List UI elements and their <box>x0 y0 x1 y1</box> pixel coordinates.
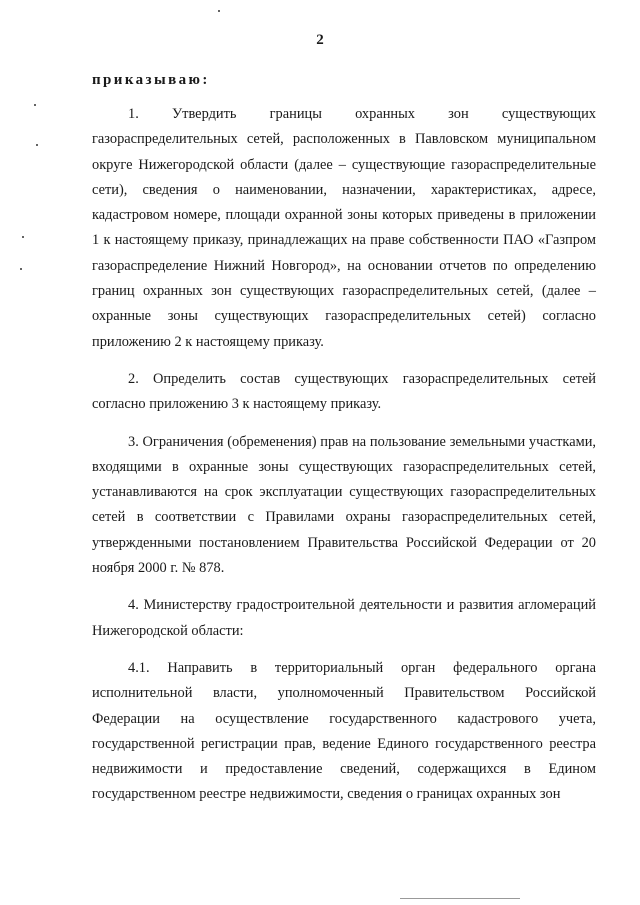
scan-speck <box>218 10 220 12</box>
scan-line <box>400 898 520 899</box>
scan-speck <box>22 236 24 238</box>
order-heading: приказываю: <box>92 72 210 88</box>
scan-speck <box>36 144 38 146</box>
page-number: 2 <box>316 32 324 48</box>
paragraph-2: 2. Определить состав существующих газораспределительных сетей согласно приложению 3 к настоящему приказу. <box>92 370 596 413</box>
paragraph-1: 1. Утвердить границы охранных зон существующих газораспределительных сетей, расположенных в Павловском муниципальном округе Нижегородской области (далее – существующие газораспределительные сети), сведения о наименовании, назначении, характеристиках, адресе, кадастровом номере, площади охранной зоны которых приведены в приложении 1 к настоящему приказу, принадлежащих на праве собственности ПАО «Газпром газораспределение Нижний Новгород», на основании отчетов по определению границ охранных зон существующих газораспределительных сетей, (далее – охранные зоны существующих газораспределительных сетей) согласно приложению 2 к настоящему приказу. <box>92 106 596 350</box>
scan-speck <box>20 268 22 270</box>
document-body <box>92 102 596 820</box>
paragraph-4-1: 4.1. Направить в территориальный орган федерального органа исполнительной власти, уполномоченный Правительством Российской Федерации на осуществление государственного кадастрового учета, государственной регистрации прав, ведение Единого государственного реестра недвижимости и предоставление сведений, содержащихся в Едином государственном реестре недвижимости, сведения о границах охранных зон <box>92 659 596 803</box>
paragraph-4: 4. Министерству градостроительной деятельности и развития агломераций Нижегородской области: <box>92 597 596 639</box>
paragraph-3: 3. Ограничения (обременения) прав на пользование земельными участками, входящими в охранные зоны существующих газораспределительных сетей, устанавливаются на срок эксплуатации существующих газораспределительных сетей в соответствии с Правилами охраны газораспределительных сетей, утвержденными постановлением Правительства Российской Федерации от 20 ноября 2000 г. № 878. <box>92 433 596 577</box>
scan-speck <box>34 104 36 106</box>
